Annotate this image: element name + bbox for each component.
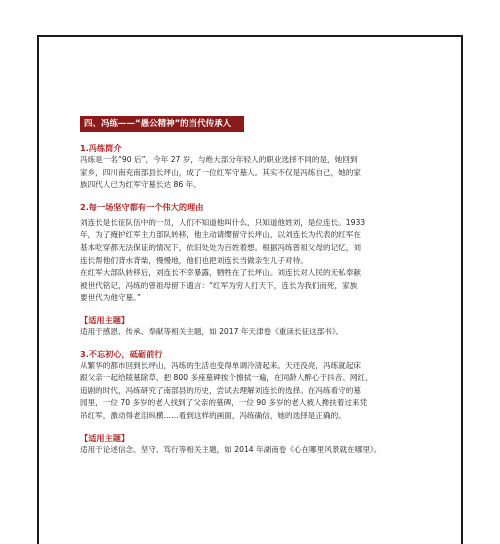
block-heading: 2.每一场坚守都有一个伟大的理由: [80, 201, 204, 212]
text-line: 被世代铭记，冯练的曾祖母留下遗言：“红军为穷人打天下，连长为我们而死，家族: [80, 280, 358, 290]
text-line: 刘连长是长征队伍中的一员，人们不知道他叫什么，只知道他姓刘，是位连长。1933: [80, 217, 366, 227]
paragraph: [80, 326, 450, 339]
text-line: 适用于论述信念、坚守、笃行等相关主题，如 2014 年湖南卷《心在哪里风景就在哪里》。: [80, 444, 382, 454]
text-line: 追剧的时代，冯练研究了南部县的历史，尝试去理解刘连长的选择。在冯练看守的墓: [80, 385, 361, 395]
paragraph: [80, 217, 450, 305]
block-heading: 【适用主题】: [80, 314, 130, 325]
block-heading: 3.不忘初心，砥砺前行: [80, 348, 163, 359]
text-line: 适用于感恩、传承、奉献等相关主题，如 2017 年天津卷《重读长征这部书》。: [80, 326, 344, 336]
block-heading: 1.冯练简介: [80, 143, 122, 153]
block-heading: 【适用主题】: [80, 432, 130, 443]
text-line: 基本吃穿都无法保证的情况下，依旧处处为百姓着想。根据冯练曾祖父母的记忆，刘: [80, 242, 361, 252]
text-line: 在红军大部队转移后，刘连长不幸暴露，牺牲在了长坪山。刘连长对人民的无私奉献: [80, 268, 361, 278]
document-content: [80, 116, 450, 456]
text-line: 跟父亲一起给陵墓除草，把 800 多座墓碑挨个擦拭一遍，在同龄人醉心于抖音、网红、: [80, 373, 373, 383]
paragraph: [80, 360, 450, 423]
paragraph: [80, 444, 450, 457]
paragraph: [80, 154, 450, 192]
text-line: 吊红军，激动得老泪纵横……看到这样的画面，冯练确信，她的选择是正确的。: [80, 410, 346, 420]
section-title: 四、冯练——“愚公精神”的当代传承人: [80, 116, 244, 132]
text-line: 连长帮他们背水背柴，慢慢地，他们也把刘连长当做亲生儿子对待。: [80, 255, 308, 265]
text-line: 年，为了掩护红军主力部队转移，他主动请缨留守长坪山，以刘连长为代表的红军在: [80, 230, 361, 240]
text-line: 从繁华的都市回到长坪山，冯练的生活也变得单调冷清起来。天还没亮，冯练就起床: [80, 360, 361, 370]
text-line: 族四代人已为红军守墓长达 86 年。: [80, 180, 201, 190]
text-line: 家乡，四川南充南部县长坪山，成了一位红军守墓人。其实不仅是冯练自己，她的家: [80, 167, 361, 177]
text-line: 冯练是一名“90 后”，今年 27 岁，与绝大部分年轻人的职业选择不同的是，她回到: [80, 155, 358, 164]
text-line: 要世代为他守墓。”: [80, 293, 141, 303]
text-line: 园里，一位 70 多岁的老人找到了父亲的墓碑，一位 90 多岁的老人被人搀扶着过来凭: [80, 398, 368, 408]
